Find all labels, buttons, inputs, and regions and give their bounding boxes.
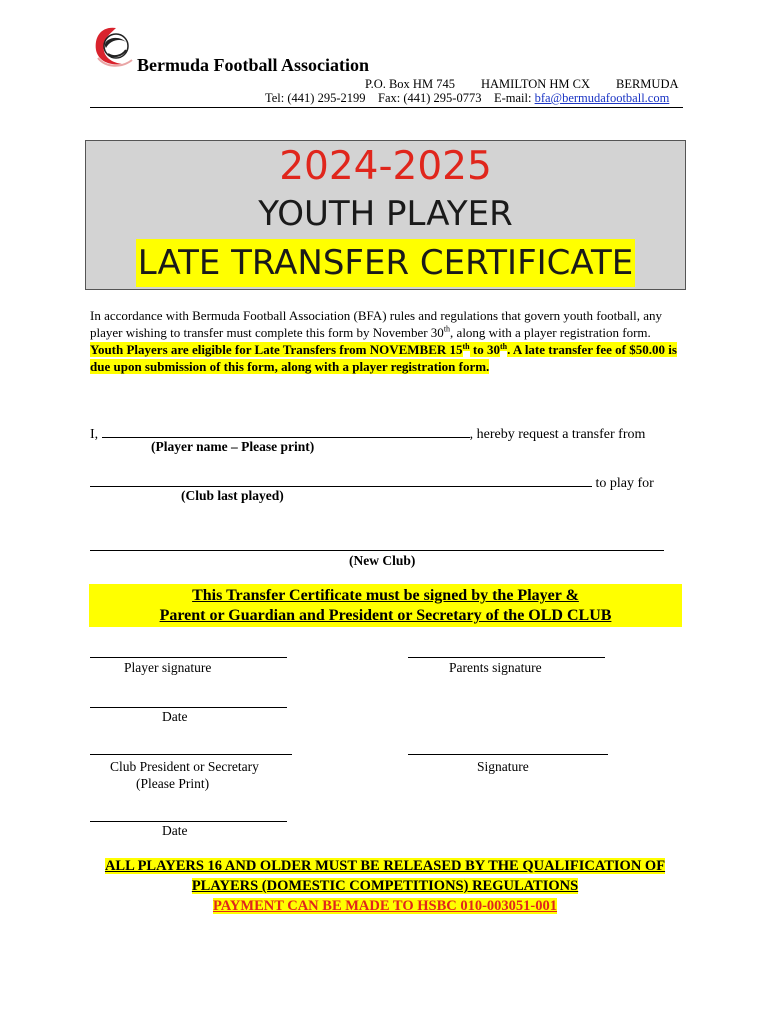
date-1-label: Date bbox=[162, 709, 188, 724]
signature-label: Signature bbox=[477, 759, 529, 774]
intro-sup-1: th bbox=[443, 324, 451, 334]
notice-line-2: Parent or Guardian and President or Secretary of the OLD CLUB bbox=[159, 607, 612, 624]
footer-line-1: ALL PLAYERS 16 AND OLDER MUST BE RELEASED BY THE QUALIFICATION OF bbox=[104, 858, 666, 874]
signature-field[interactable] bbox=[408, 754, 608, 755]
intro-highlight-1: Youth Players are eligible for Late Transfers from NOVEMBER 15 bbox=[90, 342, 463, 357]
title-late-transfer: LATE TRANSFER CERTIFICATE bbox=[136, 239, 636, 287]
bfa-logo-icon bbox=[92, 24, 134, 68]
club-president-label: Club President or Secretary bbox=[110, 759, 259, 774]
title-box bbox=[85, 140, 686, 290]
club-last-row bbox=[90, 472, 654, 492]
title-youth-player: YOUTH PLAYER bbox=[258, 194, 513, 234]
to-play-for-text: to play for bbox=[595, 476, 654, 491]
intro-paragraph bbox=[90, 307, 684, 375]
date-2-label: Date bbox=[162, 823, 188, 838]
footer-line-2-wrap bbox=[0, 877, 770, 895]
email-label: E-mail: bbox=[493, 91, 532, 105]
signature-notice bbox=[89, 584, 682, 627]
address-row bbox=[0, 77, 770, 91]
title-year: 2024-2025 bbox=[279, 144, 492, 189]
contact-row bbox=[265, 91, 669, 105]
country: BERMUDA bbox=[616, 77, 679, 91]
notice-line-1: This Transfer Certificate must be signed by the Player & bbox=[192, 587, 579, 604]
fax: Fax: (441) 295-0773 bbox=[378, 91, 482, 105]
player-name-field[interactable] bbox=[102, 423, 470, 438]
organization-name: Bermuda Football Association bbox=[137, 55, 370, 75]
new-club-caption: (New Club) bbox=[349, 553, 416, 568]
club-president-field[interactable] bbox=[90, 754, 292, 755]
new-club-field[interactable] bbox=[90, 550, 664, 551]
player-name-caption: (Player name – Please print) bbox=[151, 439, 315, 454]
intro-text-2: , along with a player registration form. bbox=[450, 325, 651, 340]
club-last-caption: (Club last played) bbox=[181, 488, 284, 503]
header-rule bbox=[90, 107, 683, 108]
player-signature-field[interactable] bbox=[90, 657, 287, 658]
intro-sup-3: th bbox=[499, 341, 508, 351]
city: HAMILTON HM CX bbox=[481, 77, 591, 91]
intro-text-1: In accordance with Bermuda Football Association (BFA) rules and regulations that govern youth football, any player wishing to transfer must complete this form by November 30 bbox=[90, 308, 662, 340]
footer-line-3-wrap bbox=[0, 897, 770, 915]
telephone: Tel: (441) 295-2199 bbox=[265, 91, 366, 105]
intro-highlight-3: . A late transfer fee of $50.00 is due upon submission of this form, along with a player registration form. bbox=[90, 342, 677, 374]
i-prefix: I, bbox=[90, 427, 99, 442]
date-1-field[interactable] bbox=[90, 707, 287, 708]
po-box: P.O. Box HM 745 bbox=[365, 77, 455, 91]
parents-signature-label: Parents signature bbox=[449, 660, 542, 675]
footer-line-3: PAYMENT CAN BE MADE TO HSBC 010-003051-001 bbox=[212, 898, 557, 914]
player-signature-label: Player signature bbox=[124, 660, 212, 675]
intro-highlight-2: to 30 bbox=[469, 342, 500, 357]
intro-sup-2: th bbox=[462, 341, 470, 351]
request-text: , hereby request a transfer from bbox=[469, 427, 646, 442]
email-link[interactable]: bfa@bermudafootball.com bbox=[534, 91, 670, 105]
footer-line-1-wrap bbox=[0, 857, 770, 875]
please-print-label: (Please Print) bbox=[136, 776, 210, 791]
title-late-transfer-wrap bbox=[86, 239, 685, 287]
footer-line-2: PLAYERS (DOMESTIC COMPETITIONS) REGULATIONS bbox=[191, 878, 579, 894]
parents-signature-field[interactable] bbox=[408, 657, 605, 658]
date-2-field[interactable] bbox=[90, 821, 287, 822]
club-last-played-field[interactable] bbox=[90, 472, 592, 487]
